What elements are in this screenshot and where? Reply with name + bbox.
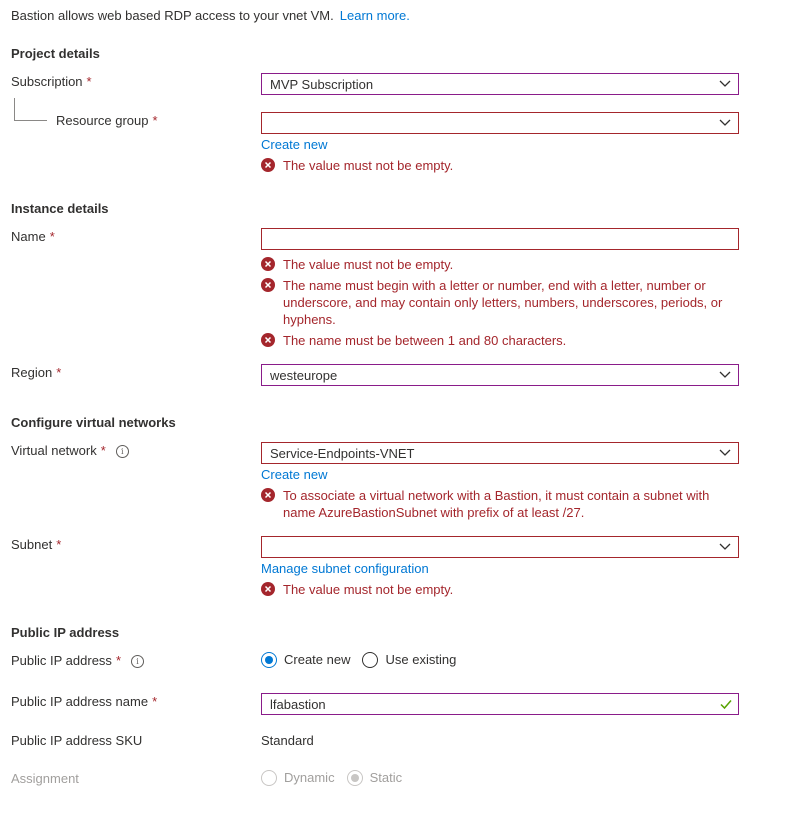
error-text: The name must begin with a letter or number, end with a letter, number or underscore, and may contain only letters, numbers, underscores, periods, or hyphens. xyxy=(283,278,723,327)
error-icon xyxy=(261,158,275,172)
region-dropdown[interactable] xyxy=(261,364,739,386)
dynamic-radio xyxy=(261,770,277,786)
error-text: The value must not be empty. xyxy=(283,582,454,597)
name-input[interactable] xyxy=(261,228,739,250)
virtual-network-label-text: Virtual network xyxy=(11,443,97,458)
public-ip-name-input[interactable] xyxy=(261,693,739,715)
name-label xyxy=(11,229,55,244)
error-text: The name must be between 1 and 80 characters. xyxy=(283,333,567,348)
tree-connector xyxy=(14,98,47,121)
use-existing-radio[interactable] xyxy=(362,652,378,668)
name-label-text: Name xyxy=(11,229,46,244)
subscription-dropdown[interactable] xyxy=(261,73,739,95)
virtual-network-value: Service-Endpoints-VNET xyxy=(270,446,415,461)
region-value: westeurope xyxy=(270,368,338,383)
required-marker: * xyxy=(152,113,158,128)
subnet-dropdown[interactable] xyxy=(261,536,739,558)
public-ip-sku-value: Standard xyxy=(261,733,314,748)
public-ip-radio-group xyxy=(261,651,468,668)
info-icon[interactable]: i xyxy=(116,445,129,458)
error-icon xyxy=(261,278,275,292)
create-new-radio[interactable] xyxy=(261,652,277,668)
vnet-create-new-link[interactable]: Create new xyxy=(261,467,328,482)
static-radio xyxy=(347,770,363,786)
info-icon[interactable]: i xyxy=(131,655,144,668)
subnet-label-text: Subnet xyxy=(11,537,53,552)
required-marker: * xyxy=(152,694,158,709)
assignment-radio-group xyxy=(261,769,414,786)
instance-details-heading: Instance details xyxy=(11,201,109,216)
public-ip-heading: Public IP address xyxy=(11,625,120,640)
name-error-3 xyxy=(261,332,731,349)
chevron-down-icon xyxy=(719,448,731,458)
error-icon xyxy=(261,582,275,596)
public-ip-name-label xyxy=(11,694,157,709)
public-ip-label-text: Public IP address xyxy=(11,653,112,668)
error-text: The value must not be empty. xyxy=(283,257,454,272)
required-marker: * xyxy=(115,653,121,668)
public-ip-sku-label: Public IP address SKU xyxy=(11,733,143,748)
error-icon xyxy=(261,257,275,271)
public-ip-label xyxy=(11,653,144,668)
subscription-label xyxy=(11,74,92,89)
subnet-label xyxy=(11,537,61,552)
project-details-heading: Project details xyxy=(11,46,100,61)
name-error-2 xyxy=(261,277,731,328)
resource-group-label-text: Resource group xyxy=(56,113,149,128)
chevron-down-icon xyxy=(719,79,731,89)
static-radio-label: Static xyxy=(369,770,403,786)
configure-vnet-heading: Configure virtual networks xyxy=(11,415,176,430)
name-error-1 xyxy=(261,256,731,273)
use-existing-radio-label[interactable]: Use existing xyxy=(385,652,457,668)
create-new-radio-label[interactable]: Create new xyxy=(284,652,351,668)
required-marker: * xyxy=(100,443,106,458)
dynamic-radio-label: Dynamic xyxy=(284,770,335,786)
chevron-down-icon xyxy=(719,118,731,128)
checkmark-icon xyxy=(719,697,733,711)
subnet-error xyxy=(261,581,731,598)
error-icon xyxy=(261,488,275,502)
resource-group-error xyxy=(261,157,731,174)
required-marker: * xyxy=(49,229,55,244)
subscription-value: MVP Subscription xyxy=(270,77,374,92)
learn-more-link[interactable]: Learn more. xyxy=(339,8,410,23)
error-icon xyxy=(261,333,275,347)
required-marker: * xyxy=(56,365,62,380)
region-label-text: Region xyxy=(11,365,53,380)
manage-subnet-link[interactable]: Manage subnet configuration xyxy=(261,561,429,576)
vnet-error xyxy=(261,487,731,521)
required-marker: * xyxy=(86,74,92,89)
intro-text xyxy=(11,8,410,23)
chevron-down-icon xyxy=(719,370,731,380)
assignment-label: Assignment xyxy=(11,771,79,786)
error-text: The value must not be empty. xyxy=(283,158,454,173)
resource-group-create-new-link[interactable]: Create new xyxy=(261,137,328,152)
resource-group-dropdown[interactable] xyxy=(261,112,739,134)
intro-description: Bastion allows web based RDP access to your vnet VM. xyxy=(11,8,334,23)
chevron-down-icon xyxy=(719,542,731,552)
public-ip-name-value: lfabastion xyxy=(270,697,326,712)
subscription-label-text: Subscription xyxy=(11,74,83,89)
required-marker: * xyxy=(56,537,62,552)
error-text: To associate a virtual network with a Bastion, it must contain a subnet with name AzureBastionSubnet with prefix of at least /27. xyxy=(283,488,710,520)
resource-group-label xyxy=(56,113,158,128)
virtual-network-dropdown[interactable] xyxy=(261,442,739,464)
virtual-network-label xyxy=(11,443,129,458)
public-ip-name-label-text: Public IP address name xyxy=(11,694,149,709)
region-label xyxy=(11,365,61,380)
